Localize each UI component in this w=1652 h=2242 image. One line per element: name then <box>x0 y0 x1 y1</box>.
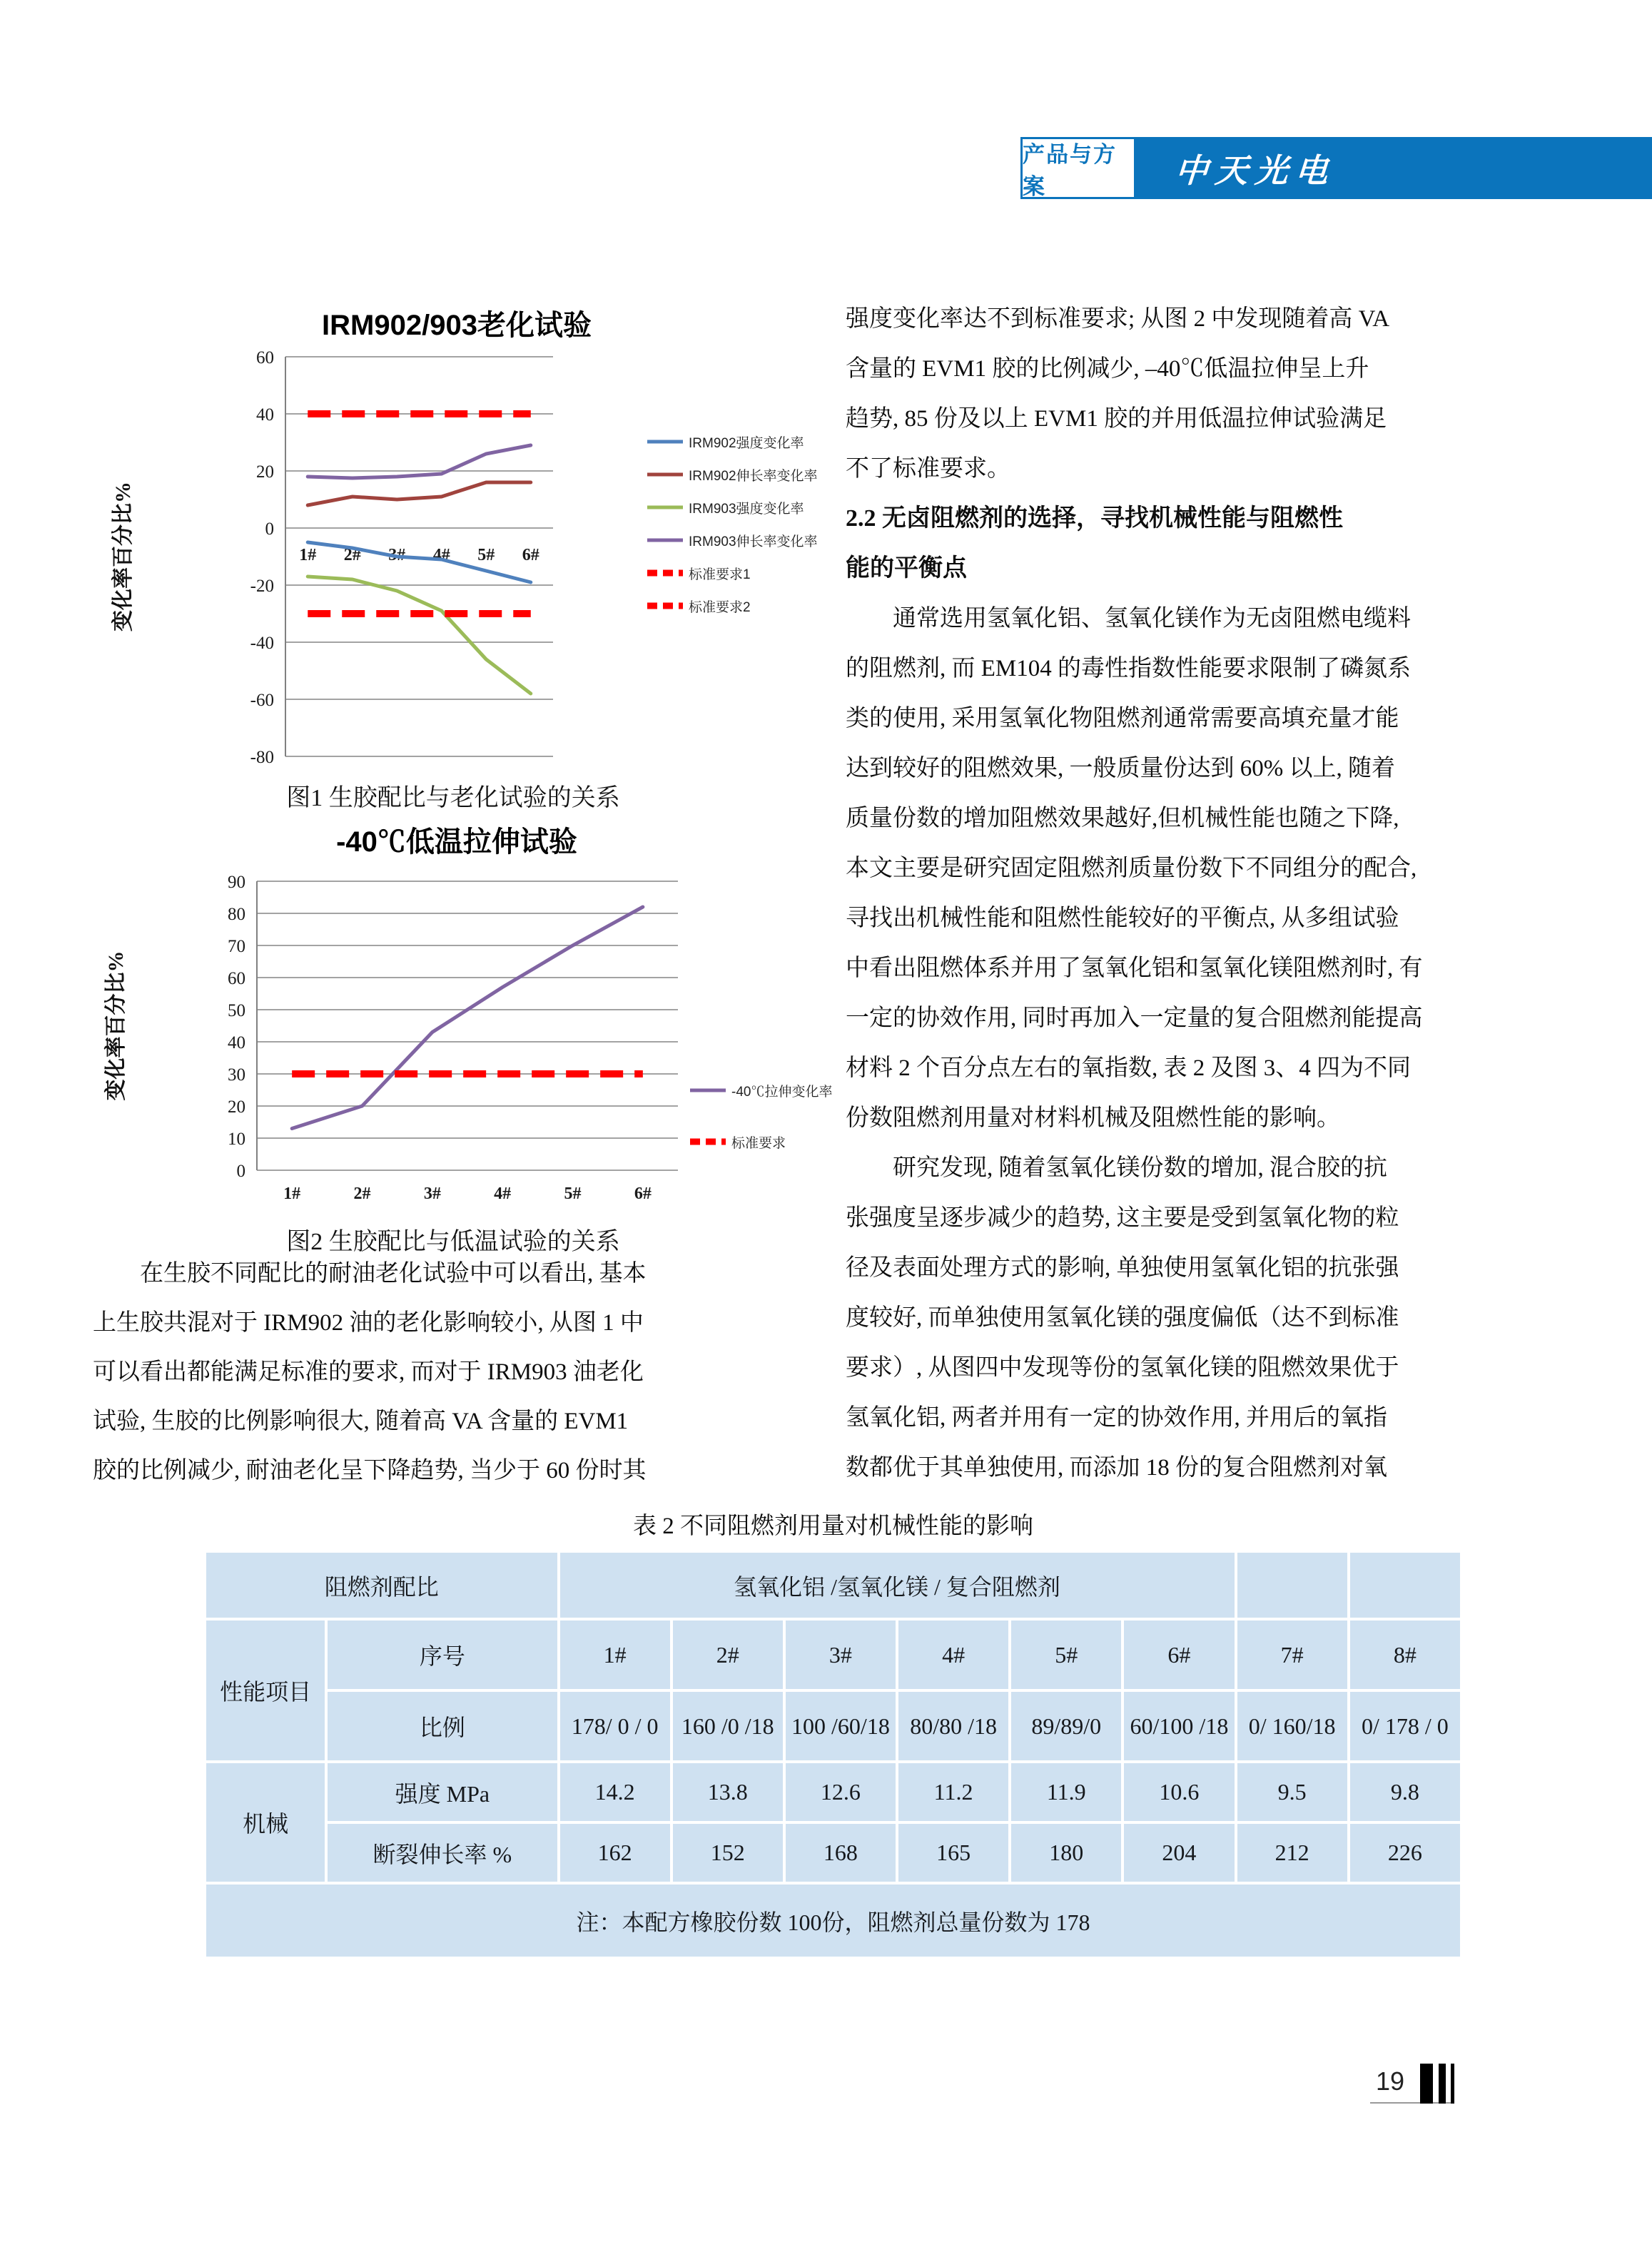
text-line: 张强度呈逐步减少的趋势, 这主要是受到氢氧化物的粒 <box>846 1205 1399 1231</box>
text-line: 径及表面处理方式的影响, 单独使用氢氧化铝的抗张强 <box>846 1255 1399 1281</box>
chart2-caption: 图2 生胶配比与低温试验的关系 <box>286 1229 620 1255</box>
table-cell: 162 <box>559 1822 672 1883</box>
table-cell: 氢氧化铝 /氢氧化镁 / 复合阻燃剂 <box>559 1551 1236 1619</box>
header-banner <box>1136 137 1652 199</box>
x-tick-label: 3# <box>423 1185 441 1203</box>
y-tick-label: 40 <box>228 1033 245 1052</box>
y-axis-title: 变化率百分比% <box>111 482 135 631</box>
legend-swatch-icon <box>689 1137 727 1147</box>
y-axis-title: 变化率百分比% <box>104 950 128 1101</box>
footer-bar-icon <box>1451 2064 1454 2104</box>
table-cell <box>1236 1551 1349 1619</box>
text-line: 质量份数的增加阻燃效果越好,但机械性能也随之下降, <box>846 806 1399 831</box>
table-cell: 212 <box>1236 1822 1349 1883</box>
legend-entry <box>646 524 818 557</box>
y-tick-label: 90 <box>228 873 245 892</box>
table-cell: 226 <box>1349 1822 1461 1883</box>
text-line: 在生胶不同配比的耐油老化试验中可以看出, 基本 <box>140 1261 647 1287</box>
table-cell: 8# <box>1349 1619 1461 1690</box>
legend-entry <box>689 1065 832 1116</box>
x-tick-label: 3# <box>388 546 406 564</box>
legend-label: -40℃拉伸变化率 <box>731 1084 833 1100</box>
legend-swatch-icon <box>646 502 684 512</box>
text-line: 试验, 生胶的比例影响很大, 随着高 VA 含量的 EVM1 <box>93 1409 629 1434</box>
table-cell: 13.8 <box>672 1762 784 1822</box>
section-heading: 2.2 无卤阻燃剂的选择，寻找机械性能与阻燃性 <box>846 505 1343 532</box>
table-cell: 5# <box>1010 1619 1123 1690</box>
x-tick-label: 2# <box>343 546 361 564</box>
x-tick-label: 4# <box>494 1185 512 1203</box>
text-line: 材料 2 个百分点左右的氧指数, 表 2 及图 3、4 四为不同 <box>846 1055 1411 1081</box>
table-cell: 14.2 <box>559 1762 672 1822</box>
text-line: 的阻燃剂, 而 EM104 的毒性指数性能要求限制了磷氮系 <box>846 656 1411 681</box>
y-tick-label: -60 <box>250 691 274 710</box>
series-line <box>308 577 531 694</box>
text-line: 上生胶共混对于 IRM902 油的老化影响较小, 从图 1 中 <box>93 1310 644 1336</box>
table-row <box>205 1822 1461 1883</box>
series-line <box>308 542 531 582</box>
table-cell: 1# <box>559 1619 672 1690</box>
text-line: 一定的协效作用, 同时再加入一定量的复合阻燃剂能提高 <box>846 1005 1423 1031</box>
text-line: 数都优于其单独使用, 而添加 18 份的复合阻燃剂对氧 <box>846 1455 1387 1481</box>
y-tick-label: 30 <box>228 1065 245 1085</box>
table-cell: 2# <box>672 1619 784 1690</box>
chart2-title: -40℃低温拉伸试验 <box>336 826 577 858</box>
table-row <box>205 1619 1461 1690</box>
legend-label: IRM903伸长率变化率 <box>689 534 818 549</box>
legend-swatch-icon <box>646 470 684 480</box>
x-tick-label: 1# <box>283 1185 301 1203</box>
table-row <box>205 1762 1461 1822</box>
y-tick-label: 0 <box>236 1162 245 1181</box>
footer-bar-icon <box>1439 2064 1446 2104</box>
y-tick-label: 10 <box>228 1130 245 1149</box>
y-tick-label: 20 <box>228 1097 245 1117</box>
table-cell: 178/ 0 / 0 <box>559 1690 672 1762</box>
text-line: 通常选用氢氧化铝、氢氧化镁作为无卤阻燃电缆料 <box>893 606 1411 631</box>
table-row <box>205 1883 1461 1958</box>
table-cell: 9.8 <box>1349 1762 1461 1822</box>
table-cell: 4# <box>897 1619 1010 1690</box>
text-line: 要求）, 从图四中发现等份的氢氧化镁的阻燃效果优于 <box>846 1355 1399 1381</box>
x-tick-label: 5# <box>564 1185 582 1203</box>
text-line: 寻找出机械性能和阻燃性能较好的平衡点, 从多组试验 <box>846 906 1399 931</box>
x-tick-label: 5# <box>477 546 495 564</box>
section-heading: 能的平衡点 <box>846 555 967 582</box>
y-tick-label: 20 <box>256 462 274 482</box>
left-column <box>93 1249 812 1496</box>
table-cell: 165 <box>897 1822 1010 1883</box>
table-cell: 比例 <box>326 1690 558 1762</box>
legend-entry <box>646 491 818 524</box>
table-cell: 160 /0 /18 <box>672 1690 784 1762</box>
legend-label: IRM903强度变化率 <box>689 501 804 517</box>
text-line: 氢氧化铝, 两者并用有一定的协效作用, 并用后的氧指 <box>846 1405 1387 1431</box>
x-tick-label: 1# <box>299 546 317 564</box>
section-label-box <box>1020 137 1136 199</box>
text-line: 胶的比例减少, 耐油老化呈下降趋势, 当少于 60 份时其 <box>93 1458 647 1483</box>
x-tick-label: 2# <box>353 1185 371 1203</box>
series-line <box>308 482 531 505</box>
chart1-legend <box>646 425 818 622</box>
table-cell: 序号 <box>326 1619 558 1690</box>
chart1-title: IRM902/903老化试验 <box>322 310 592 341</box>
table-cell: 7# <box>1236 1619 1349 1690</box>
legend-swatch-icon <box>689 1085 727 1095</box>
x-tick-label: 4# <box>432 546 450 564</box>
legend-entry <box>646 589 818 622</box>
chart1-caption: 图1 生胶配比与老化试验的关系 <box>286 785 620 811</box>
text-line: 中看出阻燃体系并用了氢氧化铝和氢氧化镁阻燃剂时, 有 <box>846 955 1423 981</box>
table-cell: 152 <box>672 1822 784 1883</box>
table-cell: 机械 <box>205 1762 326 1883</box>
right-column <box>846 294 1566 1493</box>
table-cell: 断裂伸长率 % <box>326 1822 558 1883</box>
table-cell: 10.6 <box>1123 1762 1235 1822</box>
table-cell: 6# <box>1123 1619 1235 1690</box>
chart2-legend <box>689 1065 832 1167</box>
legend-entry <box>689 1116 832 1167</box>
text-line: 不了标准要求。 <box>846 456 1010 482</box>
page-number: 19 <box>1376 2066 1405 2096</box>
y-tick-label: 70 <box>228 937 245 956</box>
legend-swatch-icon <box>646 437 684 447</box>
text-line: 度较好, 而单独使用氢氧化镁的强度偏低（达不到标准 <box>846 1305 1399 1331</box>
table-cell: 60/100 /18 <box>1123 1690 1235 1762</box>
series-line <box>308 445 531 478</box>
table-cell: 11.9 <box>1010 1762 1123 1822</box>
legend-entry <box>646 557 818 589</box>
y-tick-label: 0 <box>265 519 274 539</box>
table-caption: 表 2 不同阻燃剂用量对机械性能的影响 <box>633 1513 1033 1539</box>
y-tick-label: 40 <box>256 405 274 425</box>
legend-label: IRM902强度变化率 <box>689 435 804 451</box>
chart2-plot <box>100 856 885 1256</box>
table-cell: 80/80 /18 <box>897 1690 1010 1762</box>
table-cell: 0/ 178 / 0 <box>1349 1690 1461 1762</box>
table-cell: 100 /60/18 <box>784 1690 897 1762</box>
text-line: 趋势, 85 份及以上 EVM1 胶的并用低温拉伸试验满足 <box>846 406 1387 432</box>
table-cell: 168 <box>784 1822 897 1883</box>
x-tick-label: 6# <box>522 546 539 564</box>
text-line: 研究发现, 随着氢氧化镁份数的增加, 混合胶的抗 <box>893 1155 1387 1181</box>
table-note: 注：本配方橡胶份数 100份，阻燃剂总量份数为 178 <box>205 1883 1461 1958</box>
series-line <box>292 907 643 1129</box>
legend-label: 标准要求 <box>731 1135 786 1151</box>
table-cell: 180 <box>1010 1822 1123 1883</box>
table-cell: 3# <box>784 1619 897 1690</box>
table-cell: 强度 MPa <box>326 1762 558 1822</box>
table-cell: 性能项目 <box>205 1619 326 1762</box>
legend-label: 标准要求2 <box>689 599 751 615</box>
text-line: 强度变化率达不到标准要求; 从图 2 中发现随着高 VA <box>846 306 1390 332</box>
text-line: 可以看出都能满足标准的要求, 而对于 IRM903 油老化 <box>93 1359 644 1385</box>
table-cell: 204 <box>1123 1822 1235 1883</box>
x-tick-label: 6# <box>634 1185 652 1203</box>
brand-logo: 中天光电 <box>1173 152 1337 189</box>
table-cell: 9.5 <box>1236 1762 1349 1822</box>
legend-swatch-icon <box>646 568 684 578</box>
y-tick-label: -80 <box>250 748 274 767</box>
table-cell: 0/ 160/18 <box>1236 1690 1349 1762</box>
y-tick-label: 60 <box>228 969 245 988</box>
text-line: 含量的 EVM1 胶的比例减少, –40℃低温拉伸呈上升 <box>846 356 1369 382</box>
table-row <box>205 1551 1461 1619</box>
table-cell: 12.6 <box>784 1762 897 1822</box>
section-label: 产品与方案 <box>1023 141 1117 199</box>
y-tick-label: -20 <box>250 577 274 596</box>
legend-entry <box>646 425 818 458</box>
table-cell: 11.2 <box>897 1762 1010 1822</box>
text-line: 类的使用, 采用氢氧化物阻燃剂通常需要高填充量才能 <box>846 706 1399 731</box>
legend-entry <box>646 458 818 491</box>
text-line: 份数阻燃剂用量对材料机械及阻燃性能的影响。 <box>846 1105 1340 1131</box>
y-tick-label: 60 <box>256 348 274 367</box>
y-tick-label: 50 <box>228 1001 245 1020</box>
legend-swatch-icon <box>646 535 684 545</box>
table-cell: 阻燃剂配比 <box>205 1551 559 1619</box>
legend-label: IRM902伸长率变化率 <box>689 468 818 484</box>
table2 <box>203 1550 1463 1959</box>
table-row <box>205 1690 1461 1762</box>
text-line: 本文主要是研究固定阻燃剂质量份数下不同组分的配合, <box>846 856 1417 881</box>
legend-swatch-icon <box>646 601 684 611</box>
footer-bar-icon <box>1420 2064 1433 2104</box>
y-tick-label: 80 <box>228 905 245 924</box>
table-cell: 89/89/0 <box>1010 1690 1123 1762</box>
table-cell <box>1349 1551 1461 1619</box>
legend-label: 标准要求1 <box>689 567 751 582</box>
text-line: 达到较好的阻燃效果, 一般质量份达到 60% 以上, 随着 <box>846 756 1395 781</box>
y-tick-label: -40 <box>250 634 274 653</box>
